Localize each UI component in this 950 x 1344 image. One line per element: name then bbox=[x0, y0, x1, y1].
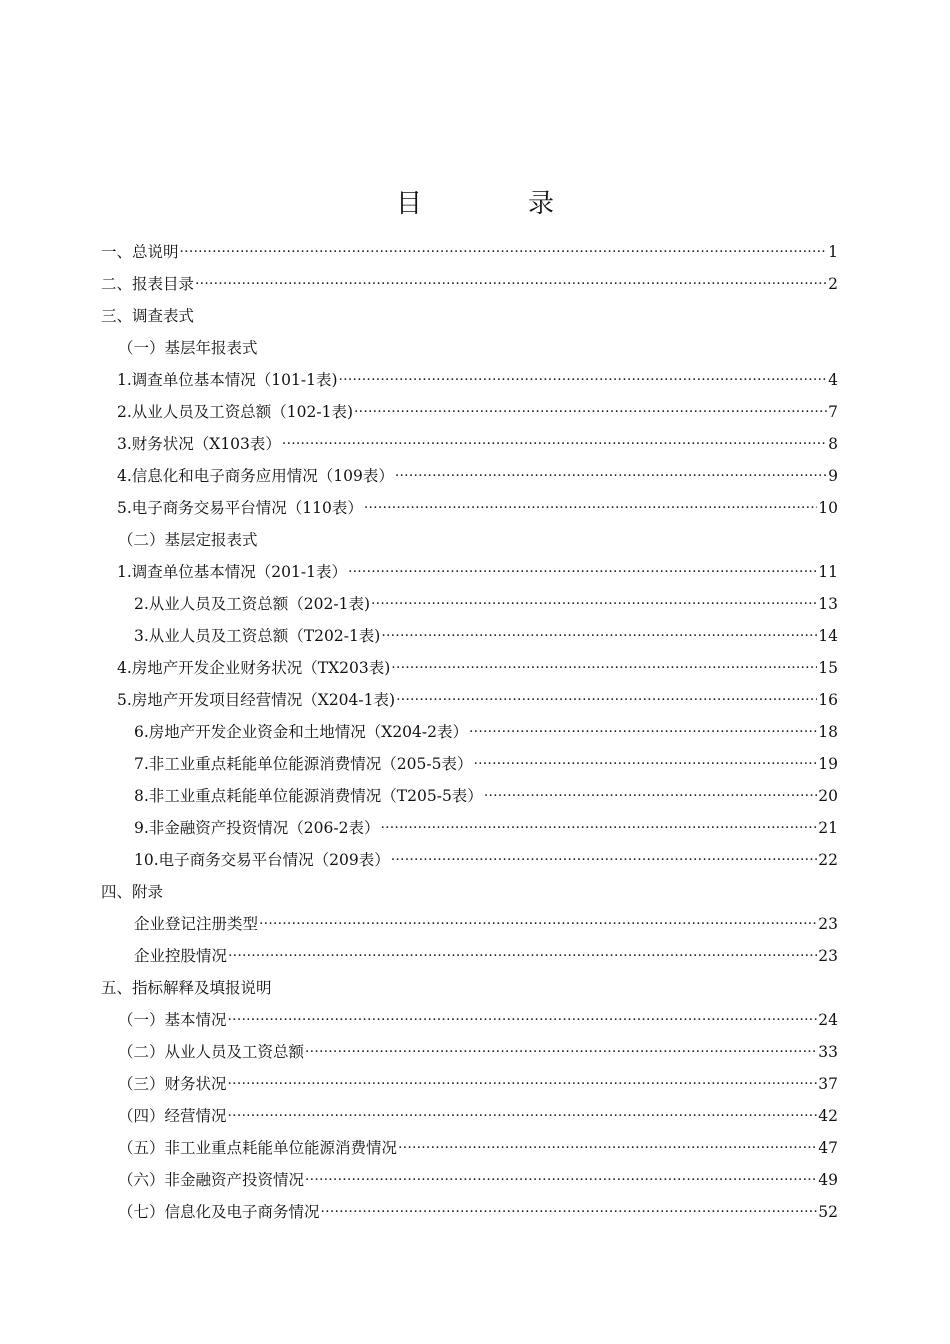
toc-entry[interactable] bbox=[117, 652, 838, 684]
toc-entry-page: 23 bbox=[818, 947, 838, 965]
toc-entry[interactable] bbox=[118, 1132, 838, 1164]
toc-entry[interactable] bbox=[117, 492, 838, 524]
leader-dots bbox=[396, 683, 817, 716]
leader-dots bbox=[321, 1195, 818, 1228]
toc-section-heading bbox=[101, 876, 838, 908]
leader-dots bbox=[282, 427, 827, 460]
toc-entry[interactable] bbox=[118, 1100, 838, 1132]
toc-entry-label: （三）财务状况 bbox=[118, 1075, 227, 1093]
toc-entry[interactable] bbox=[118, 1036, 838, 1068]
toc-entry[interactable] bbox=[117, 396, 838, 428]
toc-entry-page: 1 bbox=[828, 243, 838, 261]
toc-entry-page: 22 bbox=[818, 851, 838, 869]
toc-entry-label: 4.信息化和电子商务应用情况（109表） bbox=[117, 467, 394, 485]
toc-entry-label: 3.从业人员及工资总额（T202-1表) bbox=[134, 627, 381, 645]
leader-dots bbox=[228, 1099, 818, 1132]
toc-entry[interactable] bbox=[117, 364, 838, 396]
toc-entry-label: 9.非金融资产投资情况（206-2表） bbox=[134, 819, 380, 837]
toc-entry-page: 2 bbox=[828, 275, 838, 293]
toc-entry-label: （七）信息化及电子商务情况 bbox=[118, 1203, 320, 1221]
leader-dots bbox=[473, 747, 817, 780]
toc-heading-label: 四、附录 bbox=[101, 883, 164, 901]
leader-dots bbox=[228, 1003, 818, 1036]
leader-dots bbox=[305, 1163, 817, 1196]
leader-dots bbox=[469, 715, 817, 748]
toc-entry-page: 20 bbox=[818, 787, 838, 805]
leader-dots bbox=[391, 651, 817, 684]
leader-dots bbox=[391, 843, 818, 876]
toc-entry-page: 37 bbox=[818, 1075, 838, 1093]
toc-entry-page: 18 bbox=[818, 723, 838, 741]
toc-entry[interactable] bbox=[134, 908, 838, 940]
toc-entry-label: （四）经营情况 bbox=[118, 1107, 227, 1125]
toc-entry-page: 11 bbox=[818, 563, 838, 581]
toc-section-heading bbox=[101, 972, 838, 1004]
toc-subsection-heading bbox=[118, 332, 838, 364]
toc-entry-label: 2.从业人员及工资总额（202-1表) bbox=[134, 595, 371, 613]
toc-entry-label: 6.房地产开发企业资金和土地情况（X204-2表） bbox=[134, 723, 469, 741]
leader-dots bbox=[228, 1067, 818, 1100]
toc-entry[interactable] bbox=[134, 620, 838, 652]
toc-entry-page: 24 bbox=[818, 1011, 838, 1029]
toc-entry[interactable] bbox=[134, 716, 838, 748]
toc-entry-page: 10 bbox=[818, 499, 838, 517]
page-title: 目 录 bbox=[395, 189, 594, 219]
toc-entry[interactable] bbox=[134, 844, 838, 876]
toc-entry[interactable] bbox=[117, 684, 838, 716]
toc-entry-label: 1.调查单位基本情况（201-1表） bbox=[117, 563, 347, 581]
toc-entry-label: 二、报表目录 bbox=[101, 275, 195, 293]
toc-entry-label: 5.房地产开发项目经营情况（X204-1表) bbox=[117, 691, 396, 709]
toc-entry-page: 42 bbox=[818, 1107, 838, 1125]
toc-entry-page: 15 bbox=[818, 659, 838, 677]
toc-entry-label: 1.调查单位基本情况（101-1表) bbox=[117, 371, 338, 389]
toc-entry-page: 47 bbox=[818, 1139, 838, 1157]
toc-entry-label: 7.非工业重点耗能单位能源消费情况（205-5表） bbox=[134, 755, 473, 773]
toc-entry-label: （一）基本情况 bbox=[118, 1011, 227, 1029]
toc-entry[interactable] bbox=[117, 556, 838, 588]
leader-dots bbox=[371, 587, 817, 620]
toc-entry-page: 52 bbox=[818, 1203, 838, 1221]
toc-entry-page: 13 bbox=[818, 595, 838, 613]
leader-dots bbox=[180, 235, 828, 268]
toc-entry-label: 企业登记注册类型 bbox=[134, 915, 259, 933]
toc-entry-page: 8 bbox=[828, 435, 838, 453]
toc-entry-page: 16 bbox=[818, 691, 838, 709]
toc-entry-label: （五）非工业重点耗能单位能源消费情况 bbox=[118, 1139, 398, 1157]
leader-dots bbox=[354, 395, 827, 428]
leader-dots bbox=[228, 939, 817, 972]
toc-entry-page: 7 bbox=[828, 403, 838, 421]
toc-entry-page: 19 bbox=[818, 755, 838, 773]
toc-entry[interactable] bbox=[117, 428, 838, 460]
toc-entry-page: 21 bbox=[818, 819, 838, 837]
toc-entry-label: （二）从业人员及工资总额 bbox=[118, 1043, 305, 1061]
leader-dots bbox=[339, 363, 828, 396]
toc-entry-page: 33 bbox=[818, 1043, 838, 1061]
toc-entry-label: 3.财务状况（X103表） bbox=[117, 435, 281, 453]
leader-dots bbox=[364, 491, 817, 524]
toc-entry-page: 9 bbox=[828, 467, 838, 485]
toc-entry[interactable] bbox=[101, 236, 838, 268]
toc-entry[interactable] bbox=[134, 780, 838, 812]
toc-entry[interactable] bbox=[134, 588, 838, 620]
toc-entry-page: 49 bbox=[818, 1171, 838, 1189]
leader-dots bbox=[380, 811, 817, 844]
leader-dots bbox=[398, 1131, 817, 1164]
leader-dots bbox=[381, 619, 817, 652]
toc-entry[interactable] bbox=[118, 1164, 838, 1196]
toc-entry[interactable] bbox=[101, 268, 838, 300]
toc-entry[interactable] bbox=[118, 1004, 838, 1036]
toc-entry[interactable] bbox=[134, 812, 838, 844]
toc-heading-label: 五、指标解释及填报说明 bbox=[101, 979, 272, 997]
toc-entry-page: 23 bbox=[818, 915, 838, 933]
leader-dots bbox=[484, 779, 817, 812]
toc-entry-label: 4.房地产开发企业财务状况（TX203表) bbox=[117, 659, 391, 677]
toc-entry[interactable] bbox=[118, 1196, 838, 1228]
leader-dots bbox=[259, 907, 817, 940]
toc-entry-label: 10.电子商务交易平台情况（209表） bbox=[134, 851, 390, 869]
toc-entry-page: 14 bbox=[818, 627, 838, 645]
leader-dots bbox=[348, 555, 817, 588]
toc-entry-label: 企业控股情况 bbox=[134, 947, 228, 965]
toc-entry-label: 5.电子商务交易平台情况（110表） bbox=[117, 499, 363, 517]
toc-entry[interactable] bbox=[118, 1068, 838, 1100]
toc-entry[interactable] bbox=[134, 748, 838, 780]
leader-dots bbox=[305, 1035, 817, 1068]
toc-subsection-heading bbox=[118, 524, 838, 556]
leader-dots bbox=[395, 459, 827, 492]
toc-entry-label: 一、总说明 bbox=[101, 243, 179, 261]
toc-heading-label: 三、调查表式 bbox=[101, 307, 195, 325]
toc-heading-label: （一）基层年报表式 bbox=[118, 339, 258, 357]
toc-entry-page: 4 bbox=[828, 371, 838, 389]
toc-entry[interactable] bbox=[117, 460, 838, 492]
leader-dots bbox=[195, 267, 827, 300]
toc-entry-label: （六）非金融资产投资情况 bbox=[118, 1171, 305, 1189]
toc-section-heading bbox=[101, 300, 838, 332]
toc-heading-label: （二）基层定报表式 bbox=[118, 531, 258, 549]
toc-entry-label: 2.从业人员及工资总额（102-1表) bbox=[117, 403, 354, 421]
toc-entry-label: 8.非工业重点耗能单位能源消费情况（T205-5表） bbox=[134, 787, 483, 805]
toc-entry[interactable] bbox=[134, 940, 838, 972]
